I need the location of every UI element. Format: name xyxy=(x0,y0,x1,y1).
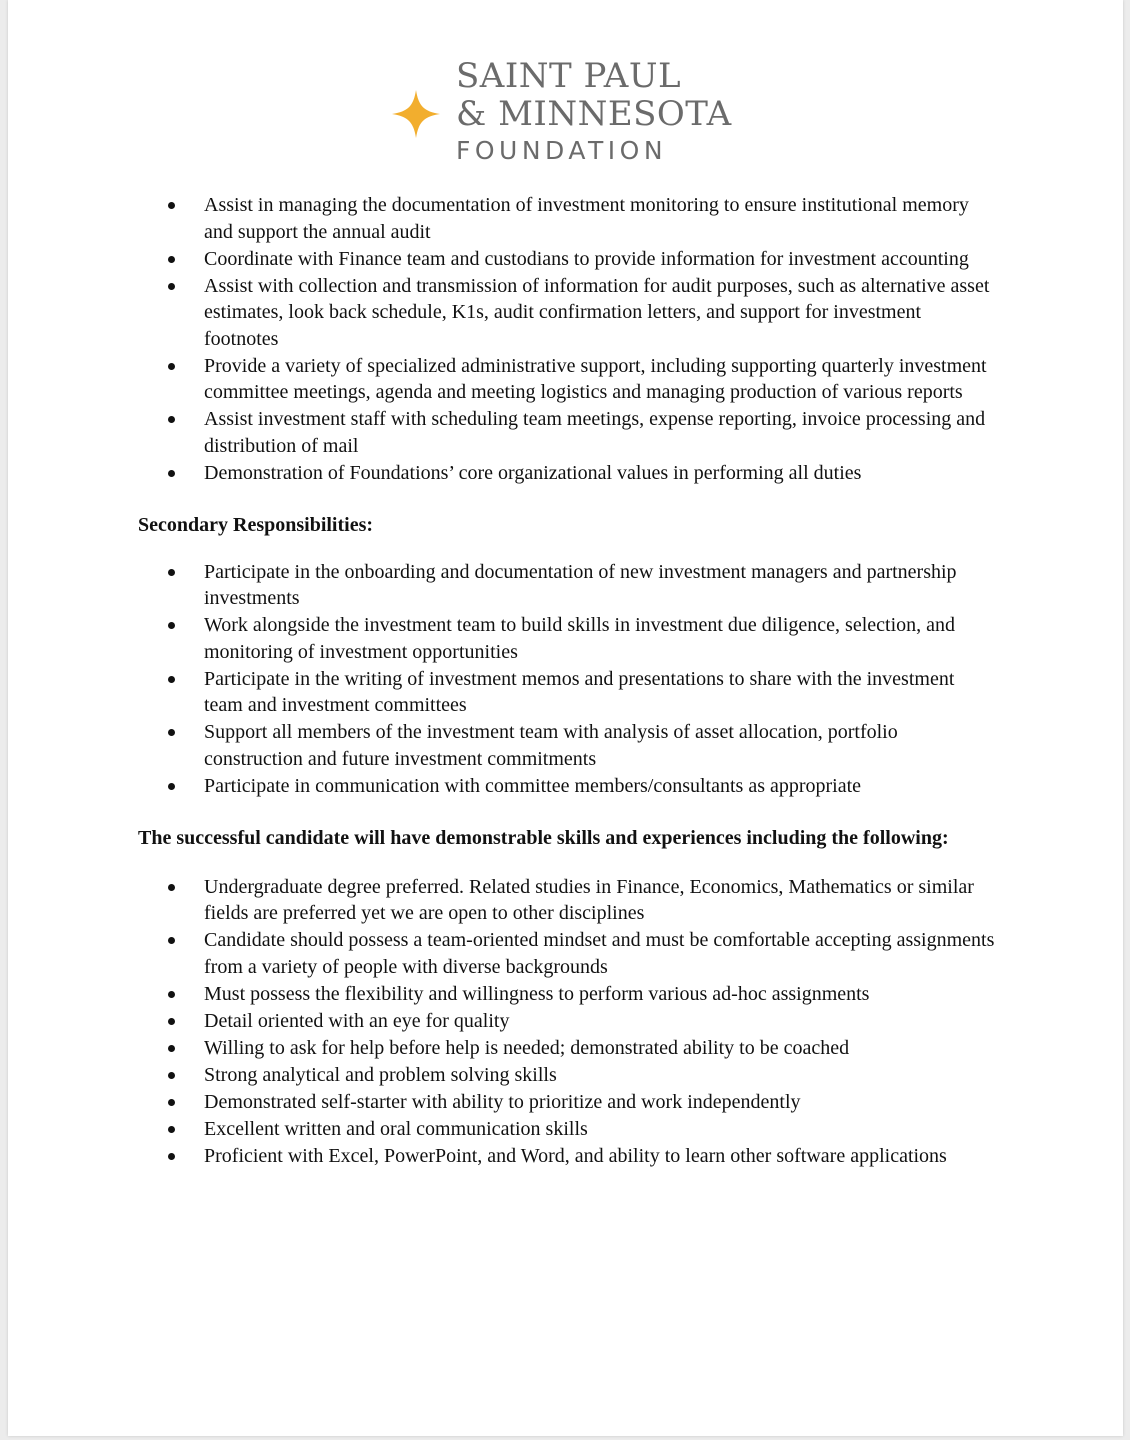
list-item-text: Assist investment staff with scheduling team meetings, expense reporting, invoice processing and distribution of mail xyxy=(204,408,986,457)
bullet-icon xyxy=(168,569,175,576)
list-item xyxy=(138,353,998,406)
list-item xyxy=(138,1035,998,1062)
list-item-text: Provide a variety of specialized administrative support, including supporting quarterly investment committee meetings, agenda and meeting logistics and managing production of various reports xyxy=(204,354,987,403)
bullet-icon xyxy=(168,729,175,736)
bullet-icon xyxy=(168,1018,175,1025)
candidate-skills-heading: The successful candidate will have demonstrable skills and experiences including the following: xyxy=(138,827,949,849)
list-item xyxy=(138,1089,998,1116)
list-item xyxy=(138,874,998,927)
list-item xyxy=(138,612,998,665)
list-item xyxy=(138,1116,998,1143)
bullet-icon xyxy=(168,676,175,683)
logo-text-line3: FOUNDATION xyxy=(456,136,668,165)
list-item xyxy=(138,981,998,1008)
list-item xyxy=(138,192,998,245)
bullet-icon xyxy=(168,416,175,423)
foundation-logo xyxy=(390,56,750,176)
list-item-text: Undergraduate degree preferred. Related studies in Finance, Economics, Mathematics or similar fields are preferred yet we are open to other disciplines xyxy=(204,875,974,924)
bullet-icon xyxy=(168,622,175,629)
list-item xyxy=(138,773,998,800)
bullet-icon xyxy=(168,1099,175,1106)
list-item xyxy=(138,927,998,980)
list-item xyxy=(138,666,998,719)
list-item-text: Proficient with Excel, PowerPoint, and Word, and ability to learn other software applications xyxy=(204,1144,947,1167)
list-item-text: Demonstrated self-starter with ability to prioritize and work independently xyxy=(204,1090,801,1113)
list-item-text: Support all members of the investment team with analysis of asset allocation, portfolio construction and future investment commitments xyxy=(204,721,898,770)
list-item-text: Participate in the writing of investment memos and presentations to share with the investment team and investment committees xyxy=(204,667,955,716)
list-item-text: Candidate should possess a team-oriented mindset and must be comfortable accepting assignments from a variety of people with diverse backgrounds xyxy=(204,929,995,978)
bullet-icon xyxy=(168,1045,175,1052)
list-item-text: Coordinate with Finance team and custodians to provide information for investment accounting xyxy=(204,247,969,270)
bullet-icon xyxy=(168,783,175,790)
document-page xyxy=(8,0,1123,1436)
bullet-icon xyxy=(168,884,175,891)
list-item xyxy=(138,719,998,772)
bullet-icon xyxy=(168,363,175,370)
list-item-text: Must possess the flexibility and willingness to perform various ad-hoc assignments xyxy=(204,982,870,1005)
list-item-text: Willing to ask for help before help is needed; demonstrated ability to be coached xyxy=(204,1036,850,1059)
bullet-icon xyxy=(168,256,175,263)
list-item-text: Assist in managing the documentation of investment monitoring to ensure institutional memory and support the annual audit xyxy=(204,194,969,243)
list-item-text: Participate in the onboarding and documentation of new investment managers and partnership investments xyxy=(204,560,957,609)
bullet-icon xyxy=(168,991,175,998)
list-item xyxy=(138,1143,998,1170)
list-item xyxy=(138,1008,998,1035)
primary-responsibilities-list xyxy=(138,192,998,486)
secondary-responsibilities-list xyxy=(138,559,998,800)
list-item xyxy=(138,406,998,459)
logo-text-line2: & MINNESOTA xyxy=(456,94,732,134)
star-icon xyxy=(390,88,442,140)
list-item xyxy=(138,559,998,612)
list-item-text: Strong analytical and problem solving skills xyxy=(204,1063,557,1086)
bullet-icon xyxy=(168,202,175,209)
bullet-icon xyxy=(168,470,175,477)
bullet-icon xyxy=(168,1126,175,1133)
list-item xyxy=(138,1062,998,1089)
candidate-skills-list xyxy=(138,874,998,1170)
bullet-icon xyxy=(168,283,175,290)
bullet-icon xyxy=(168,1153,175,1160)
document-body xyxy=(138,192,998,1170)
list-item-text: Participate in communication with committee members/consultants as appropriate xyxy=(204,774,862,797)
list-item xyxy=(138,460,998,487)
secondary-responsibilities-heading: Secondary Responsibilities: xyxy=(138,514,374,536)
list-item-text: Assist with collection and transmission of information for audit purposes, such as alternative asset estimates, look back schedule, K1s, audit confirmation letters, and support for investment footnotes xyxy=(204,274,990,350)
bullet-icon xyxy=(168,937,175,944)
bullet-icon xyxy=(168,1072,175,1079)
list-item-text: Demonstration of Foundations’ core organizational values in performing all duties xyxy=(204,461,862,484)
list-item-text: Detail oriented with an eye for quality xyxy=(204,1009,510,1032)
list-item xyxy=(138,273,998,353)
list-item-text: Work alongside the investment team to build skills in investment due diligence, selection, and monitoring of investment opportunities xyxy=(204,614,956,663)
logo-text-line1: SAINT PAUL xyxy=(456,56,682,96)
list-item xyxy=(138,246,998,273)
list-item-text: Excellent written and oral communication skills xyxy=(204,1117,588,1140)
